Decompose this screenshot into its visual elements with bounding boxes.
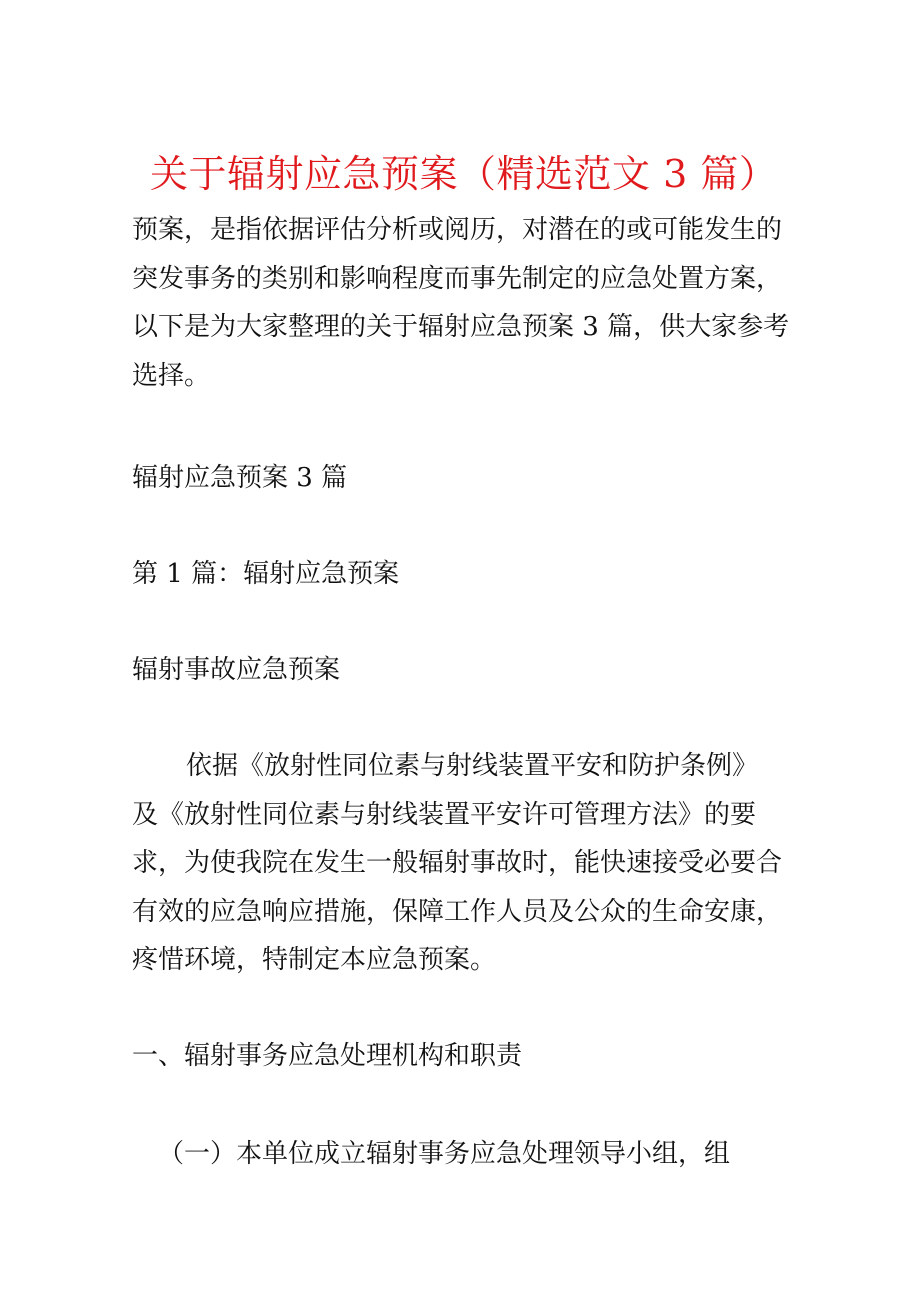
subsection-line: （一）本单位成立辐射事务应急处理领导小组，组 — [158, 1139, 731, 1169]
collection-heading — [132, 454, 812, 503]
accident-plan-heading — [132, 646, 812, 695]
subsection-paragraph — [132, 1130, 812, 1179]
intro-paragraph — [132, 206, 812, 400]
intro-line: 选择。 — [132, 360, 211, 391]
section-heading-text: 一、辐射事务应急处理机构和职责 — [132, 1041, 523, 1071]
intro-line: 以下是为大家整理的关于辐射应急预案 3 篇，供大家参考 — [132, 312, 790, 342]
body-line: 求，为使我院在发生一般辐射事故时，能快速接受必要合 — [132, 848, 783, 878]
intro-line: 突发事务的类别和影响程度而事先制定的应急处置方案， — [132, 263, 783, 294]
collection-heading-text: 辐射应急预案 3 篇 — [132, 463, 348, 493]
body-line: 及《放射性同位素与射线装置平安许可管理方法》的要 — [132, 799, 757, 830]
document-title: 关于辐射应急预案（精选范文 3 篇） — [150, 152, 778, 196]
part-heading — [132, 550, 812, 599]
intro-line: 预案，是指依据评估分析或阅历，对潜在的或可能发生的 — [132, 215, 783, 245]
section-heading — [132, 1032, 812, 1081]
part-heading-text: 第 1 篇：辐射应急预案 — [132, 559, 400, 589]
body-line: 依据《放射性同位素与射线装置平安和防护条例》 — [186, 751, 759, 781]
body-line: 疼惜环境，特制定本应急预案。 — [132, 945, 497, 975]
accident-plan-heading-text: 辐射事故应急预案 — [132, 655, 341, 685]
body-paragraph — [132, 742, 812, 985]
body-line: 有效的应急响应措施，保障工作人员及公众的生命安康， — [132, 896, 783, 927]
